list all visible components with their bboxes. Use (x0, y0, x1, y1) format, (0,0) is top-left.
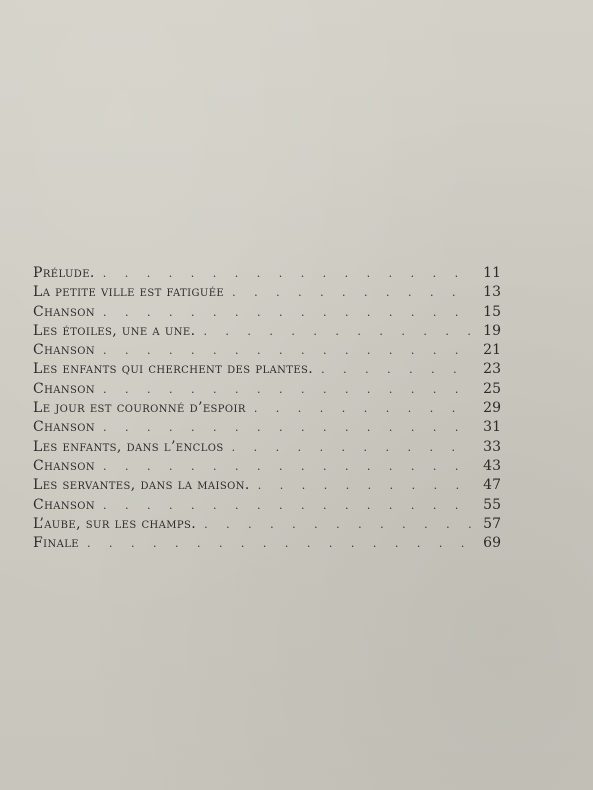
toc-entry-title: Chanson (33, 380, 96, 397)
toc-entry-page: 11 (483, 265, 501, 281)
toc-entry-page: 21 (483, 342, 501, 359)
toc-entry-title: Le jour est couronné d’espoir (33, 400, 246, 417)
dot-leader (258, 476, 471, 495)
toc-entry-page: 13 (483, 284, 501, 301)
dot-leader (254, 399, 471, 418)
toc-entry (33, 534, 501, 553)
toc-entry-page: 19 (483, 322, 501, 339)
toc-entry-title: Les étoiles, une a une. (33, 322, 196, 339)
toc-entry (33, 360, 501, 379)
toc-entry-page: 33 (483, 438, 501, 455)
dot-leader (204, 515, 471, 534)
toc-entry-title: La petite ville est fatiguée (33, 284, 225, 301)
toc-entry (33, 457, 501, 476)
toc-entry-page: 31 (483, 419, 501, 436)
dot-leader (103, 496, 471, 515)
dot-leader (232, 438, 471, 457)
toc-entry (33, 380, 501, 399)
toc-entry (33, 438, 501, 457)
dot-leader (103, 303, 471, 322)
toc-entry (33, 418, 501, 437)
toc-entry-title: Les enfants qui cherchent des plantes. (33, 361, 314, 378)
toc-entry-page: 25 (483, 380, 501, 397)
toc-entry-page: 29 (483, 400, 501, 417)
toc-entry (33, 515, 501, 534)
toc-entry (33, 303, 501, 322)
toc-entry-title: Prélude. (33, 265, 95, 281)
dot-leader (103, 380, 471, 399)
toc-entry (33, 283, 501, 302)
dot-leader (103, 264, 471, 283)
dot-leader (87, 534, 471, 553)
table-of-contents (33, 264, 501, 553)
toc-entry (33, 341, 501, 360)
dot-leader (103, 341, 471, 360)
toc-entry-title: Chanson (33, 496, 96, 513)
toc-entry-page: 69 (483, 535, 501, 552)
toc-entry (33, 322, 501, 341)
toc-entry-page: 57 (483, 515, 501, 532)
toc-entry-title: L’aube, sur les champs. (33, 515, 197, 532)
toc-entry (33, 496, 501, 515)
dot-leader (103, 457, 471, 476)
toc-entry-title: Finale (33, 535, 79, 552)
toc-entry-page: 15 (483, 303, 501, 320)
toc-entry-page: 47 (483, 477, 501, 494)
toc-entry-title: Chanson (33, 303, 96, 320)
dot-leader (232, 283, 471, 302)
toc-entry-page: 23 (483, 361, 501, 378)
dot-leader (103, 418, 471, 437)
toc-entry-page: 55 (483, 496, 501, 513)
toc-entry-title: Les enfants, dans l’enclos (33, 438, 224, 455)
toc-entry (33, 399, 501, 418)
toc-entry-title: Chanson (33, 419, 96, 436)
toc-entry (33, 264, 501, 283)
toc-entry-title: Chanson (33, 342, 96, 359)
toc-entry-title: Les servantes, dans la maison. (33, 477, 250, 494)
toc-entry (33, 476, 501, 495)
toc-entry-page: 43 (483, 457, 501, 474)
dot-leader (203, 322, 471, 341)
toc-entry-title: Chanson (33, 457, 96, 474)
dot-leader (321, 360, 471, 379)
